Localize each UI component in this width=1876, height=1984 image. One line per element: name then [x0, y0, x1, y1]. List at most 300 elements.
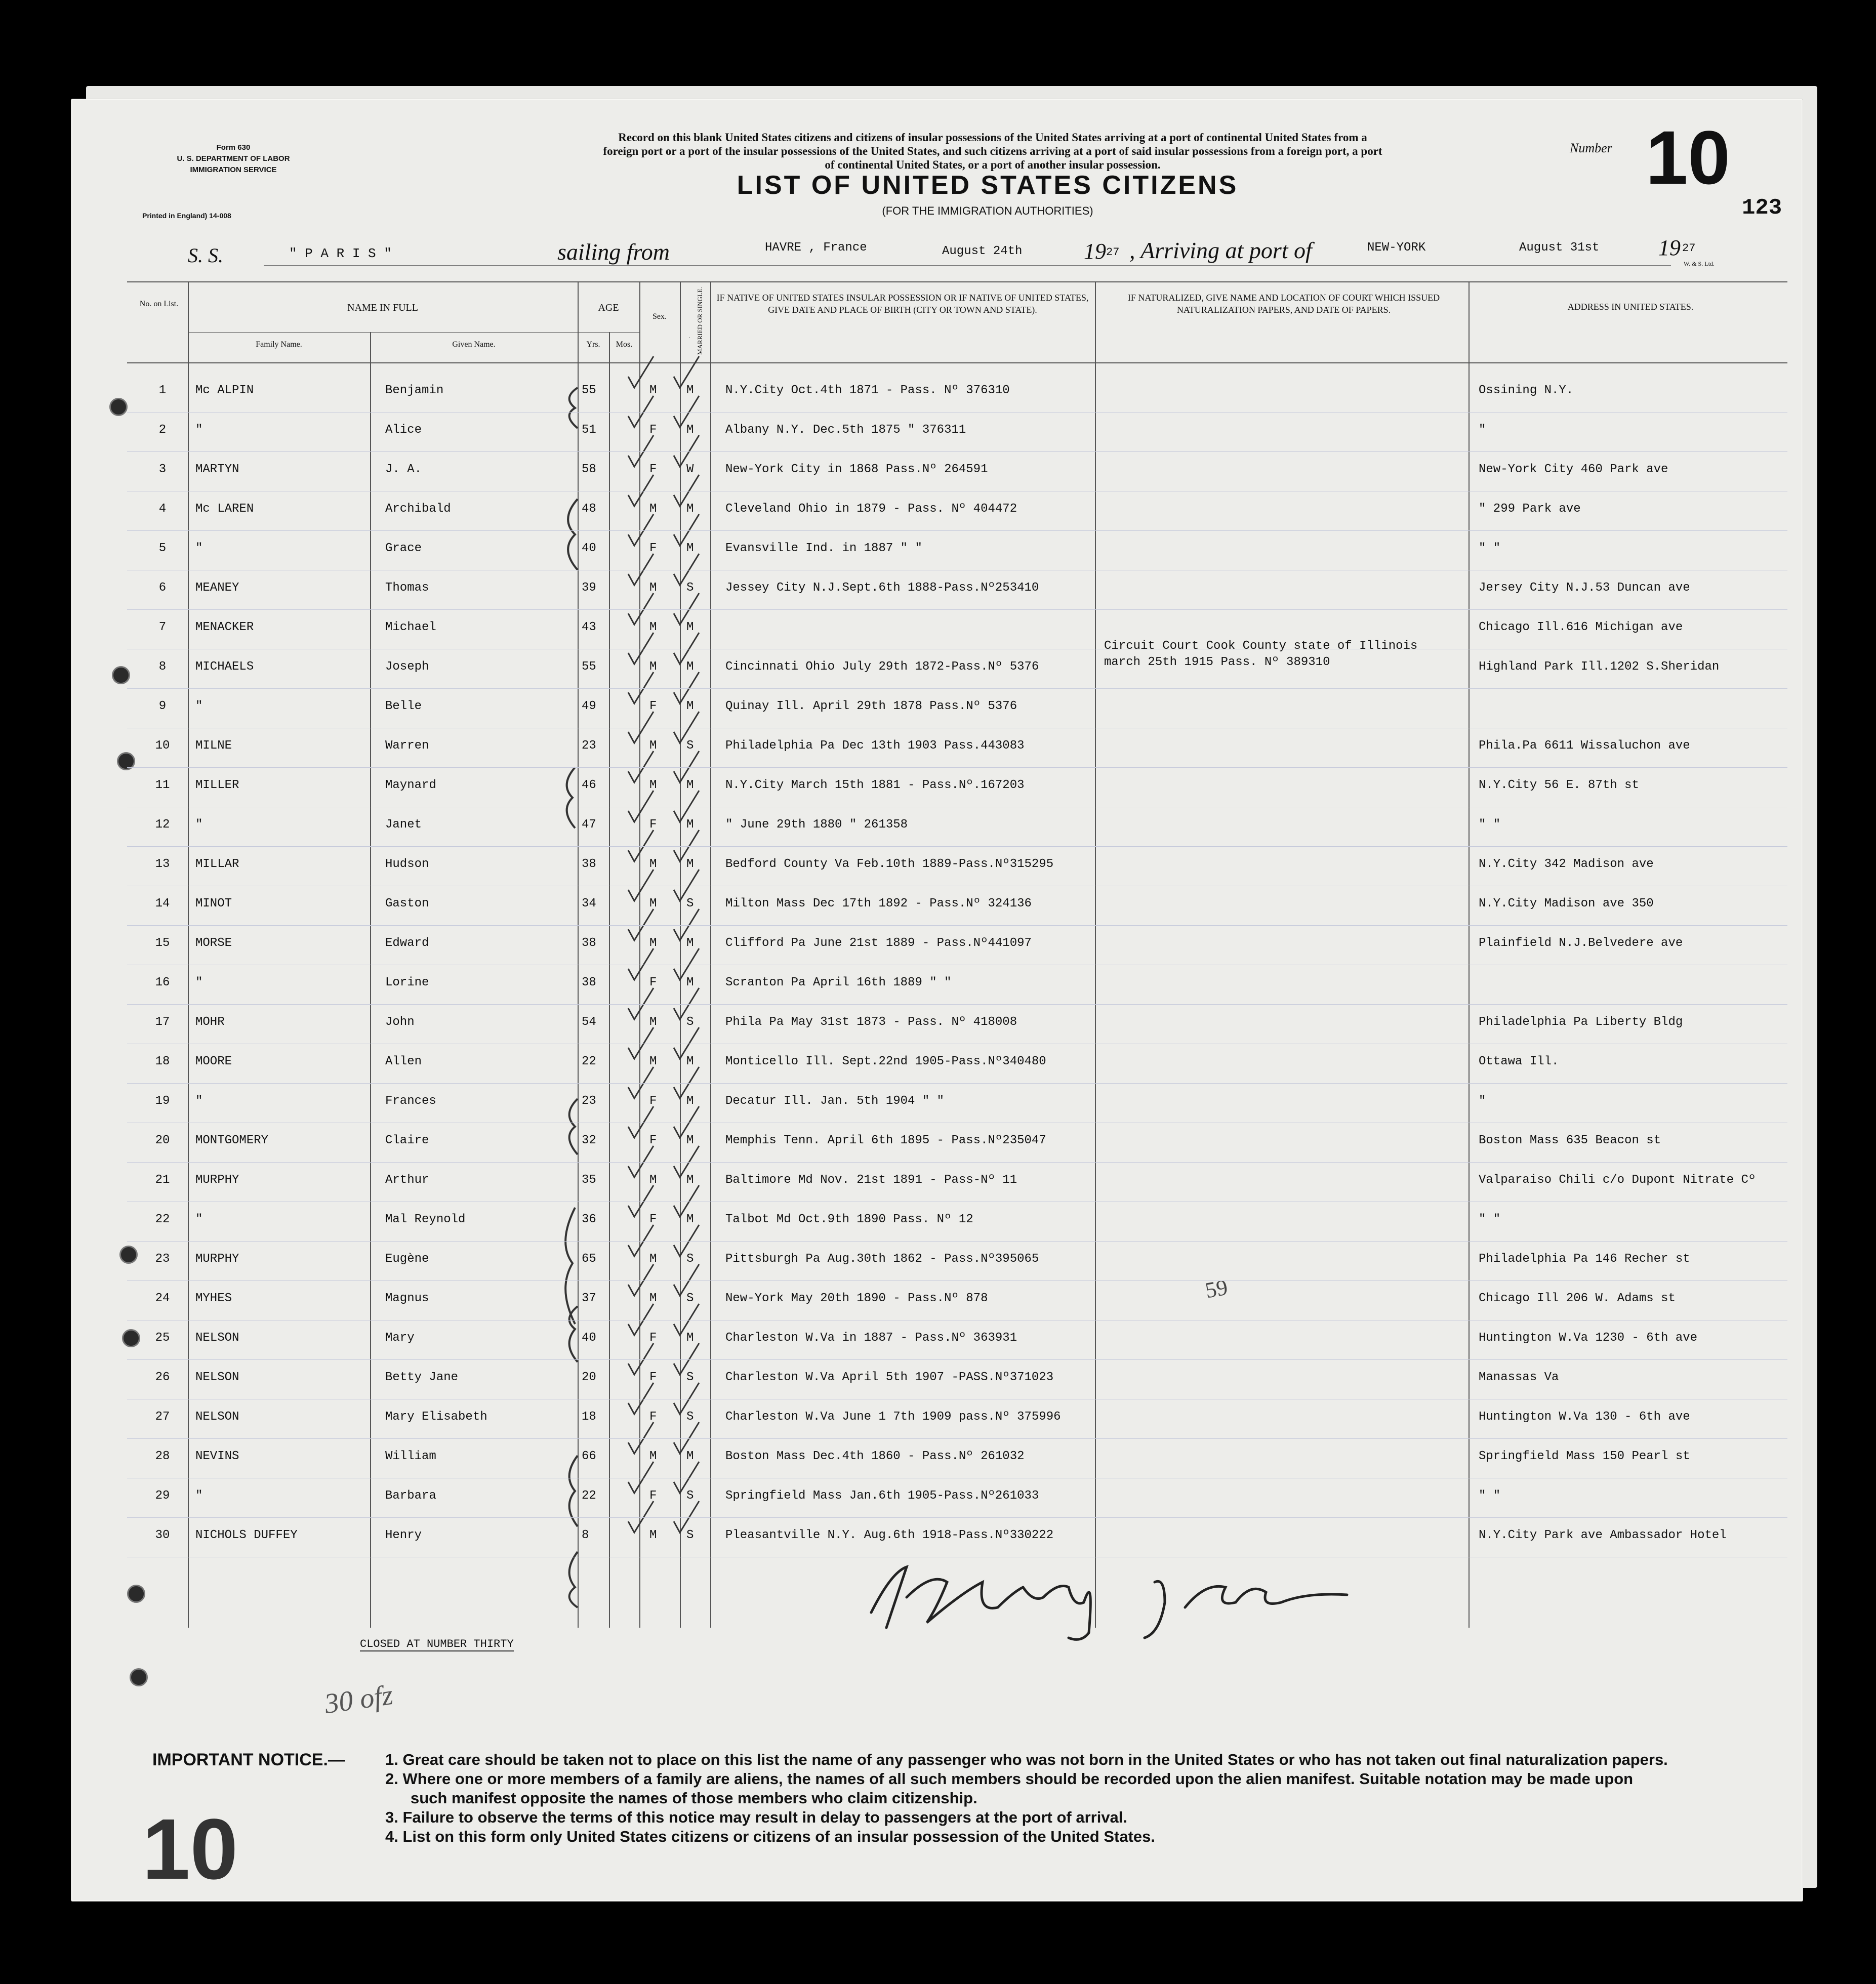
birth-place: Baltimore Md Nov. 21st 1891 - Pass-Nº 11: [725, 1173, 1017, 1187]
table-row: [71, 1517, 1803, 1557]
row-number: 19: [155, 1094, 170, 1108]
age-years: 65: [582, 1252, 596, 1266]
family-name: ": [195, 818, 203, 832]
given-name: John: [385, 1015, 415, 1029]
sex: M: [649, 1055, 657, 1068]
birth-place: Boston Mass Dec.4th 1860 - Pass.Nº 261032: [725, 1450, 1025, 1463]
given-name: Grace: [385, 542, 422, 555]
sex: M: [649, 1292, 657, 1305]
voyage-underline: [264, 265, 1671, 266]
age-years: 23: [582, 739, 596, 753]
table-row: [71, 373, 1803, 412]
arriving-label: , Arriving at port of: [1129, 237, 1312, 263]
given-name: Mary Elisabeth: [385, 1410, 487, 1424]
given-name: Alice: [385, 423, 422, 437]
header-birth-place: IF NATIVE OF UNITED STATES INSULAR POSSESSION OR IF NATIVE OF UNITED STATES, GIVE DATE AND PLACE OF BIRTH (CITY OR TOWN AND STATE).: [716, 293, 1089, 315]
ship-name: " P A R I S ": [289, 246, 392, 261]
sex: F: [649, 699, 657, 713]
address: Manassas Va: [1479, 1371, 1559, 1384]
address: " ": [1479, 818, 1501, 832]
sex: F: [649, 818, 657, 832]
age-years: 32: [582, 1134, 596, 1147]
marital-status: M: [686, 857, 694, 871]
address: Chicago Ill 206 W. Adams st: [1479, 1292, 1676, 1305]
ss-label: S. S.: [188, 244, 223, 267]
sex: M: [649, 1450, 657, 1463]
row-number: 7: [158, 621, 167, 634]
sex: M: [649, 1015, 657, 1029]
marital-status: S: [686, 897, 694, 911]
notice-item-4: 4. List on this form only United States citizens or citizens of an insular possession of the United States.: [385, 1828, 1155, 1845]
departure-year-suffix: 27: [1106, 246, 1120, 259]
given-name: Eugène: [385, 1252, 429, 1266]
marital-status: S: [686, 581, 694, 595]
marital-status: S: [686, 1528, 694, 1542]
table-row: [71, 846, 1803, 886]
birth-place: Quinay Ill. April 29th 1878 Pass.Nº 5376: [725, 699, 1017, 713]
table-row: [71, 807, 1803, 846]
table-row: [71, 570, 1803, 609]
marital-status: M: [686, 778, 694, 792]
form-identifier: [147, 142, 319, 176]
departure-port: HAVRE , France: [765, 241, 867, 255]
age-years: 55: [582, 660, 596, 674]
table-row: [71, 1399, 1803, 1438]
row-number: 16: [155, 976, 170, 989]
given-name: Allen: [385, 1055, 422, 1068]
marital-status: M: [686, 542, 694, 555]
row-number: 26: [155, 1371, 170, 1384]
address: Philadelphia Pa Liberty Bldg: [1479, 1015, 1683, 1029]
family-name: MICHAELS: [195, 660, 254, 674]
age-years: 58: [582, 463, 596, 476]
family-name: Mc LAREN: [195, 502, 254, 516]
table-row: [71, 728, 1803, 767]
birth-place: Pleasantville N.Y. Aug.6th 1918-Pass.Nº330222: [725, 1528, 1054, 1542]
age-years: 49: [582, 699, 596, 713]
name-subheader-line: [188, 332, 578, 333]
birth-place: Milton Mass Dec 17th 1892 - Pass.Nº 324136: [725, 897, 1032, 911]
header-name-in-full: NAME IN FULL: [347, 302, 418, 313]
header-naturalization: IF NATURALIZED, GIVE NAME AND LOCATION OF COURT WHICH ISSUED NATURALIZATION PAPERS, AND DATE OF PAPERS.: [1127, 293, 1440, 315]
table-row: [71, 1202, 1803, 1241]
given-name: Betty Jane: [385, 1371, 459, 1384]
age-years: 34: [582, 897, 596, 911]
address: Plainfield N.J.Belvedere ave: [1479, 936, 1683, 950]
marital-status: S: [686, 1410, 694, 1424]
instruction-line: foreign port or a port of the insular possessions of the United States, and such citizens arriving at a port of said insular possessions from a foreign port, a port: [603, 145, 1382, 157]
given-name: Archibald: [385, 502, 451, 516]
table-row: [71, 1359, 1803, 1399]
row-number: 25: [155, 1331, 170, 1345]
birth-place: " June 29th 1880 " 261358: [725, 818, 908, 832]
family-name: NELSON: [195, 1371, 239, 1384]
notice-item-2: 2. Where one or more members of a family are aliens, the names of all such members should be recorded upon the alien manifest. Suitable notation may be made upon: [385, 1770, 1634, 1788]
sex: M: [649, 1528, 657, 1542]
birth-place: Decatur Ill. Jan. 5th 1904 " ": [725, 1094, 945, 1108]
birth-place: Pittsburgh Pa Aug.30th 1862 - Pass.Nº395065: [725, 1252, 1039, 1266]
table-row: [71, 1478, 1803, 1517]
age-years: 48: [582, 502, 596, 516]
age-years: 8: [582, 1528, 589, 1542]
officer-signature: [831, 1552, 1388, 1643]
family-name: MILLAR: [195, 857, 239, 871]
row-number: 10: [155, 739, 170, 753]
birth-place: Clifford Pa June 21st 1889 - Pass.Nº441097: [725, 936, 1032, 950]
notice-label: IMPORTANT NOTICE.—: [152, 1750, 345, 1769]
naturalization-court: Circuit Court Cook County state of Illinois: [1104, 639, 1418, 653]
page-title: LIST OF UNITED STATES CITIZENS: [737, 171, 1239, 200]
address: " ": [1479, 1489, 1501, 1503]
header-age: AGE: [598, 302, 619, 313]
marital-status: M: [686, 1094, 694, 1108]
age-years: 55: [582, 384, 596, 397]
marital-status: S: [686, 1015, 694, 1029]
header-years: Yrs.: [586, 340, 600, 349]
family-name: MORSE: [195, 936, 232, 950]
family-name: MILNE: [195, 739, 232, 753]
birth-place: Scranton Pa April 16th 1889 " ": [725, 976, 952, 989]
address: N.Y.City Park ave Ambassador Hotel: [1479, 1528, 1727, 1542]
birth-place: Monticello Ill. Sept.22nd 1905-Pass.Nº340480: [725, 1055, 1046, 1068]
sex: F: [649, 1213, 657, 1226]
given-name: Hudson: [385, 857, 429, 871]
manifest-sheet: [71, 99, 1803, 1902]
birth-place: Springfield Mass Jan.6th 1905-Pass.Nº261033: [725, 1489, 1039, 1503]
birth-place: Charleston W.Va June 1 7th 1909 pass.Nº 375996: [725, 1410, 1061, 1424]
table-row: [71, 688, 1803, 728]
age-years: 40: [582, 542, 596, 555]
header-months: Mos.: [616, 340, 633, 349]
address: N.Y.City 342 Madison ave: [1479, 857, 1654, 871]
sex: M: [649, 897, 657, 911]
address: Ossining N.Y.: [1479, 384, 1574, 397]
age-years: 22: [582, 1489, 596, 1503]
row-number: 5: [158, 542, 167, 555]
birth-place: Jessey City N.J.Sept.6th 1888-Pass.Nº253410: [725, 581, 1039, 595]
address: Boston Mass 635 Beacon st: [1479, 1134, 1661, 1147]
address: Philadelphia Pa 146 Recher st: [1479, 1252, 1690, 1266]
address: Huntington W.Va 1230 - 6th ave: [1479, 1331, 1698, 1345]
row-number: 29: [155, 1489, 170, 1503]
family-name: MOHR: [195, 1015, 225, 1029]
given-name: Lorine: [385, 976, 429, 989]
marital-status: M: [686, 384, 694, 397]
row-number: 13: [155, 857, 170, 871]
row-number: 17: [155, 1015, 170, 1029]
age-years: 38: [582, 936, 596, 950]
table-row: [71, 886, 1803, 925]
family-name: MINOT: [195, 897, 232, 911]
printed-note: Printed in England) 14-008: [142, 212, 231, 220]
address: ": [1479, 423, 1486, 437]
age-years: 46: [582, 778, 596, 792]
sex: F: [649, 542, 657, 555]
sex: M: [649, 621, 657, 634]
given-name: Gaston: [385, 897, 429, 911]
row-number: 18: [155, 1055, 170, 1068]
birth-place: Albany N.Y. Dec.5th 1875 " 376311: [725, 423, 966, 437]
instruction-line: Record on this blank United States citizens and citizens of insular possessions of the United States arriving at a port of continental United States from a: [618, 131, 1367, 144]
given-name: Edward: [385, 936, 429, 950]
age-years: 18: [582, 1410, 596, 1424]
marital-status: M: [686, 936, 694, 950]
birth-place: New-York May 20th 1890 - Pass.Nº 878: [725, 1292, 988, 1305]
address: Chicago Ill.616 Michigan ave: [1479, 621, 1683, 634]
family-name: ": [195, 1213, 203, 1226]
family-name: ": [195, 423, 203, 437]
row-number: 15: [155, 936, 170, 950]
row-number: 1: [158, 384, 167, 397]
sex: F: [649, 1134, 657, 1147]
inspector-mark: 59: [1203, 1274, 1230, 1303]
marital-status: M: [686, 1173, 694, 1187]
given-name: Benjamin: [385, 384, 444, 397]
notice-item-3: 3. Failure to observe the terms of this notice may result in delay to passengers at the port of arrival.: [385, 1808, 1128, 1826]
marital-status: S: [686, 1252, 694, 1266]
family-name: ": [195, 699, 203, 713]
address: New-York City 460 Park ave: [1479, 463, 1668, 476]
address: Ottawa Ill.: [1479, 1055, 1559, 1068]
given-name: Magnus: [385, 1292, 429, 1305]
age-years: 38: [582, 857, 596, 871]
birth-place: Charleston W.Va April 5th 1907 -PASS.Nº371023: [725, 1371, 1054, 1384]
sailing-from-label: sailing from: [557, 239, 670, 265]
table-header-border: [127, 362, 1787, 363]
table-row: [71, 530, 1803, 570]
table-row: [71, 412, 1803, 451]
arrival-year-prefix: 19: [1658, 235, 1681, 260]
age-years: 36: [582, 1213, 596, 1226]
address: " ": [1479, 1213, 1501, 1226]
given-name: Michael: [385, 621, 436, 634]
marital-status: M: [686, 1134, 694, 1147]
form-number: Form 630: [216, 143, 251, 152]
family-name: NELSON: [195, 1331, 239, 1345]
address: Highland Park Ill.1202 S.Sheridan: [1479, 660, 1720, 674]
age-years: 35: [582, 1173, 596, 1187]
page-subtitle: (FOR THE IMMIGRATION AUTHORITIES): [882, 204, 1093, 217]
sex: F: [649, 1331, 657, 1345]
address: Huntington W.Va 130 - 6th ave: [1479, 1410, 1690, 1424]
table-row: [71, 1044, 1803, 1083]
naturalization-date: march 25th 1915 Pass. Nº 389310: [1104, 655, 1330, 669]
family-name: ": [195, 542, 203, 555]
given-name: Belle: [385, 699, 422, 713]
table-row: [71, 965, 1803, 1004]
sex: F: [649, 1410, 657, 1424]
sex: F: [649, 423, 657, 437]
birth-place: Talbot Md Oct.9th 1890 Pass. Nº 12: [725, 1213, 973, 1226]
given-name: J. A.: [385, 463, 422, 476]
table-row: [71, 609, 1803, 649]
age-subheader-line: [578, 332, 639, 333]
table-row: [71, 925, 1803, 965]
birth-place: Bedford County Va Feb.10th 1889-Pass.Nº315295: [725, 857, 1054, 871]
table-row: [71, 1083, 1803, 1123]
table-row: [71, 767, 1803, 807]
binding-hole: [127, 1585, 145, 1603]
table-row: [71, 1241, 1803, 1280]
table-row: [71, 491, 1803, 530]
given-name: Mal Reynold: [385, 1213, 466, 1226]
family-name: ": [195, 976, 203, 989]
row-number: 27: [155, 1410, 170, 1424]
age-years: 51: [582, 423, 596, 437]
marital-status: M: [686, 1450, 694, 1463]
sex: M: [649, 936, 657, 950]
address: Jersey City N.J.53 Duncan ave: [1479, 581, 1690, 595]
table-top-border: [127, 281, 1787, 282]
sex: M: [649, 384, 657, 397]
list-number: 10: [1646, 115, 1730, 200]
instruction-line: of continental United States, or a port of another insular possession.: [825, 158, 1161, 171]
table-row: [71, 649, 1803, 688]
marital-status: M: [686, 1213, 694, 1226]
age-years: 40: [582, 1331, 596, 1345]
printer-mark: W. & S. Ltd.: [1684, 260, 1715, 267]
given-name: Janet: [385, 818, 422, 832]
row-number: 4: [158, 502, 167, 516]
header-no-on-list: No. on List.: [139, 300, 179, 308]
notice-item-2-cont: such manifest opposite the names of those members who claim citizenship.: [411, 1789, 977, 1807]
address: ": [1479, 1094, 1486, 1108]
row-number: 11: [155, 778, 170, 792]
sex: F: [649, 463, 657, 476]
age-years: 47: [582, 818, 596, 832]
marital-status: M: [686, 502, 694, 516]
margin-note: 30 ofz: [322, 1679, 395, 1720]
row-number: 14: [155, 897, 170, 911]
marital-status: W: [686, 463, 694, 476]
given-name: Frances: [385, 1094, 436, 1108]
row-number: 20: [155, 1134, 170, 1147]
row-number: 28: [155, 1450, 170, 1463]
birth-place: Phila Pa May 31st 1873 - Pass. Nº 418008: [725, 1015, 1017, 1029]
sex: F: [649, 976, 657, 989]
row-number: 2: [158, 423, 167, 437]
address: " ": [1479, 542, 1501, 555]
row-number: 22: [155, 1213, 170, 1226]
department: U. S. DEPARTMENT OF LABOR: [177, 154, 290, 163]
departure-year-prefix: 19: [1084, 239, 1106, 264]
table-row: [71, 1123, 1803, 1162]
sex: M: [649, 660, 657, 674]
marital-status: M: [686, 1331, 694, 1345]
row-number: 12: [155, 818, 170, 832]
family-name: MURPHY: [195, 1173, 239, 1187]
row-number: 3: [158, 463, 167, 476]
sex: M: [649, 1173, 657, 1187]
birth-place: N.Y.City Oct.4th 1871 - Pass. Nº 376310: [725, 384, 1010, 397]
age-years: 38: [582, 976, 596, 989]
service: IMMIGRATION SERVICE: [190, 166, 277, 174]
address: N.Y.City Madison ave 350: [1479, 897, 1654, 911]
given-name: Warren: [385, 739, 429, 753]
closed-note: CLOSED AT NUMBER THIRTY: [360, 1638, 514, 1650]
age-years: 54: [582, 1015, 596, 1029]
family-name: MEANEY: [195, 581, 239, 595]
family-name: MURPHY: [195, 1252, 239, 1266]
number-label: Number: [1570, 141, 1612, 155]
row-number: 9: [158, 699, 167, 713]
table-row: [71, 1162, 1803, 1202]
birth-place: Cleveland Ohio in 1879 - Pass. Nº 404472: [725, 502, 1017, 516]
marital-status: S: [686, 1371, 694, 1384]
given-name: Mary: [385, 1331, 415, 1345]
birth-place: Philadelphia Pa Dec 13th 1903 Pass.443083: [725, 739, 1025, 753]
table-row: [71, 451, 1803, 491]
arrival-date: August 31st: [1519, 241, 1600, 255]
arrival-port: NEW-YORK: [1367, 241, 1426, 255]
given-name: Maynard: [385, 778, 436, 792]
corner-stamp: 10: [142, 1801, 238, 1897]
row-number: 23: [155, 1252, 170, 1266]
sex: M: [649, 1252, 657, 1266]
given-name: Joseph: [385, 660, 429, 674]
family-name: MYHES: [195, 1292, 232, 1305]
age-years: 37: [582, 1292, 596, 1305]
family-name: MILLER: [195, 778, 239, 792]
family-name: NICHOLS DUFFEY: [195, 1528, 298, 1542]
age-years: 39: [582, 581, 596, 595]
family-name: ": [195, 1094, 203, 1108]
sex: M: [649, 778, 657, 792]
table-row: [71, 1320, 1803, 1359]
age-years: 23: [582, 1094, 596, 1108]
marital-status: M: [686, 621, 694, 634]
sex: F: [649, 1094, 657, 1108]
given-name: Claire: [385, 1134, 429, 1147]
header-sex: Sex.: [652, 312, 667, 321]
marital-status: S: [686, 739, 694, 753]
marital-status: M: [686, 1055, 694, 1068]
family-name: Mc ALPIN: [195, 384, 254, 397]
marital-status: S: [686, 1489, 694, 1503]
marital-status: M: [686, 976, 694, 989]
header-family-name: Family Name.: [256, 340, 302, 349]
sex: M: [649, 502, 657, 516]
marital-status: M: [686, 423, 694, 437]
birth-place: Evansville Ind. in 1887 " ": [725, 542, 922, 555]
row-number: 6: [158, 581, 167, 595]
table-row: [71, 1438, 1803, 1478]
sex: F: [649, 1371, 657, 1384]
given-name: William: [385, 1450, 436, 1463]
binding-hole: [130, 1668, 148, 1686]
header-given-name: Given Name.: [452, 340, 496, 349]
marital-status: M: [686, 699, 694, 713]
notice-item-1: 1. Great care should be taken not to place on this list the name of any passenger who was not born in the United States or who has not taken out final naturalization papers.: [385, 1751, 1668, 1768]
address: Phila.Pa 6611 Wissaluchon ave: [1479, 739, 1690, 753]
header-married-single: MARRIED OR SINGLE.: [696, 287, 704, 355]
marital-status: M: [686, 818, 694, 832]
birth-place: New-York City in 1868 Pass.Nº 264591: [725, 463, 988, 476]
birth-place: Memphis Tenn. April 6th 1895 - Pass.Nº235047: [725, 1134, 1046, 1147]
departure-date: August 24th: [942, 244, 1023, 258]
marital-status: S: [686, 1292, 694, 1305]
family-name: NEVINS: [195, 1450, 239, 1463]
arrival-year-suffix: 27: [1682, 242, 1696, 255]
family-name: MONTGOMERY: [195, 1134, 269, 1147]
sex: M: [649, 857, 657, 871]
family-name: NELSON: [195, 1410, 239, 1424]
row-number: 30: [155, 1528, 170, 1542]
birth-place: N.Y.City March 15th 1881 - Pass.Nº.167203: [725, 778, 1025, 792]
family-name: MOORE: [195, 1055, 232, 1068]
address: Valparaiso Chili c/o Dupont Nitrate Cº: [1479, 1173, 1756, 1187]
given-name: Thomas: [385, 581, 429, 595]
